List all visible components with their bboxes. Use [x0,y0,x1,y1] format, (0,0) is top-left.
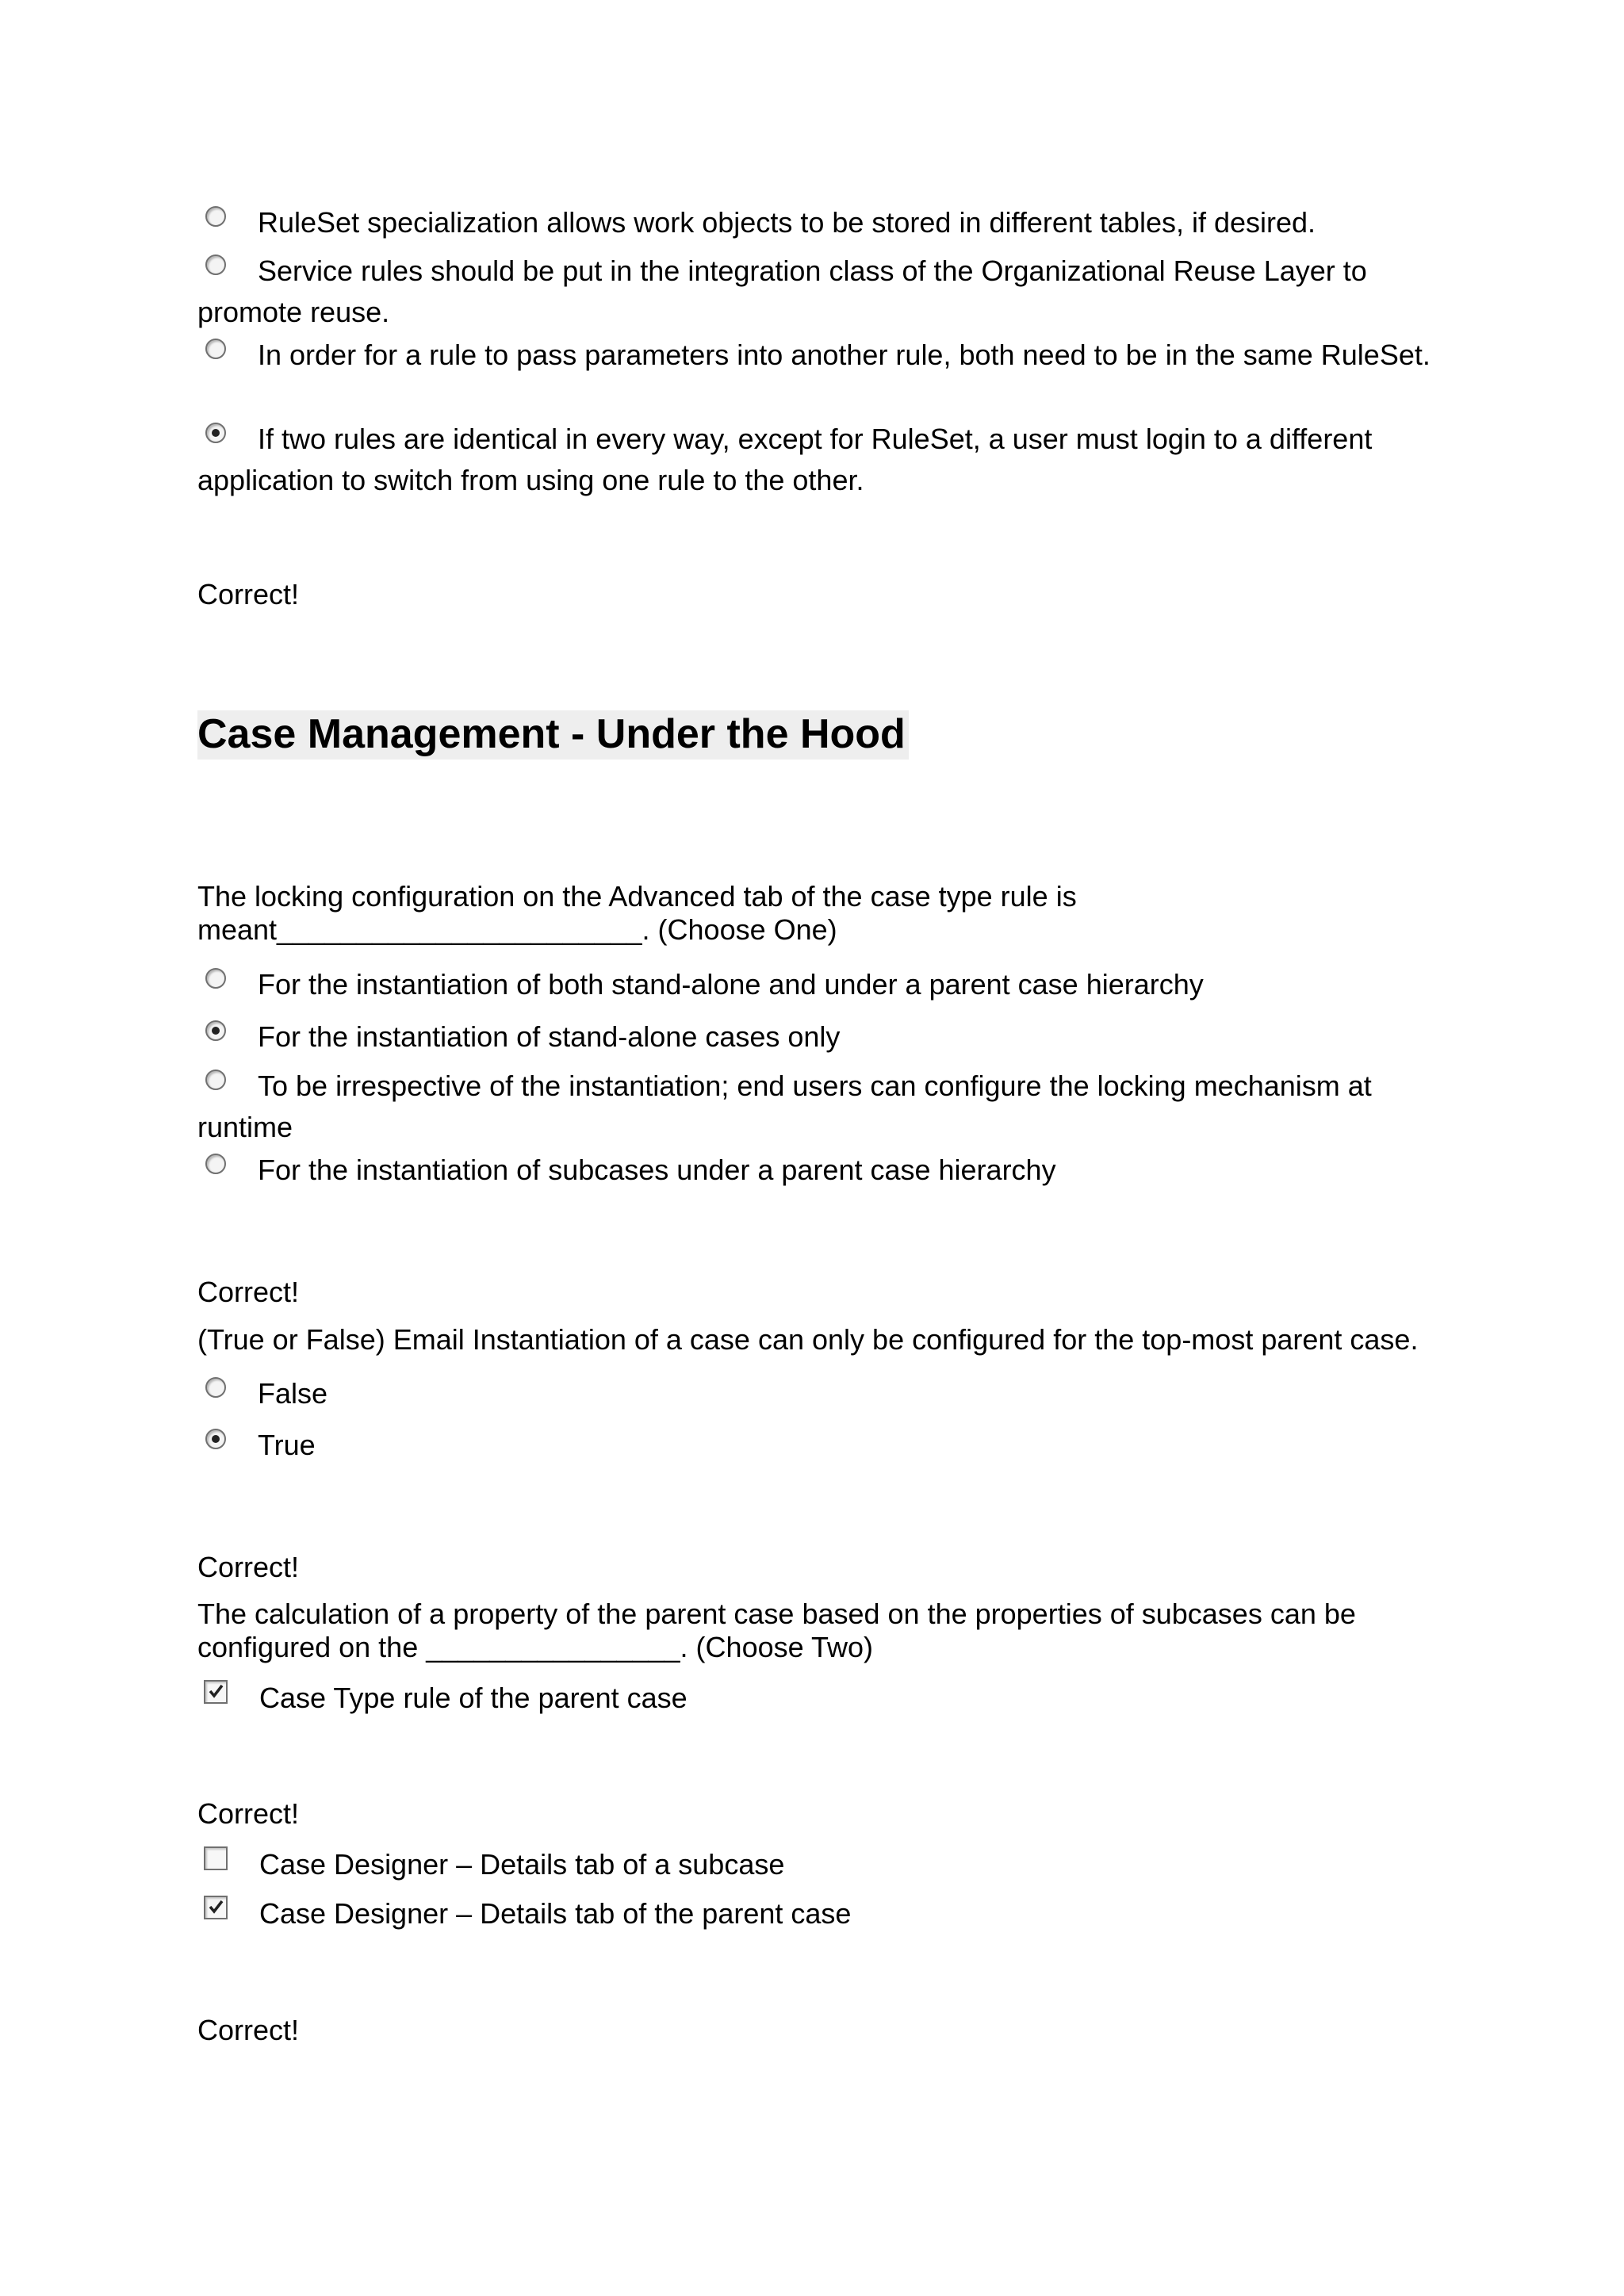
q1-option-3[interactable] [197,335,1466,376]
option-label: For the instantiation of both stand-alone and under a parent case hierarchy [258,968,1204,1001]
section-heading: Case Management - Under the Hood [197,710,909,760]
checkbox[interactable] [204,1846,228,1870]
option-label: False [258,1377,328,1410]
q4-option-2[interactable] [197,1844,1466,1885]
radio-button[interactable] [205,1377,226,1398]
question-text: The calculation of a property of the parent case based on the properties of subcases can be configured on the ________________. (Choose Two) [197,1598,1356,1663]
q3-option-2[interactable] [197,1425,1466,1466]
radio-button[interactable] [205,1070,226,1090]
checkmark-icon [207,1682,224,1700]
q1-option-4[interactable] [197,419,1466,501]
checkbox-checked[interactable] [204,1680,228,1704]
option-label: If two rules are identical in every way, except for RuleSet, a user must login to a different application to switch from using one rule to the other. [197,423,1373,496]
q1-option-1[interactable] [197,202,1466,243]
option-label: RuleSet specialization allows work objects to be stored in different tables, if desired. [258,206,1316,239]
q2-option-1[interactable] [197,964,1466,1005]
q2-option-4[interactable] [197,1150,1466,1191]
q4-option-1[interactable] [197,1678,1466,1719]
option-label: Case Designer – Details tab of the parent case [259,1897,852,1930]
q3-option-1[interactable] [197,1373,1466,1414]
option-label: In order for a rule to pass parameters into another rule, both need to be in the same RuleSet. [258,339,1431,371]
radio-button[interactable] [205,968,226,989]
radio-button[interactable] [205,1154,226,1174]
radio-button-selected[interactable] [205,423,226,443]
checkbox-checked[interactable] [204,1896,228,1919]
feedback-text: Correct! [197,578,300,610]
question-text: (True or False) Email Instantiation of a case can only be configured for the top-most parent case. [197,1323,1419,1356]
checkmark-icon [207,1898,224,1915]
radio-button-selected[interactable] [205,1429,226,1449]
option-label: To be irrespective of the instantiation; end users can configure the locking mechanism at runtime [197,1070,1372,1143]
question-text: The locking configuration on the Advanced tab of the case type rule is meant_______________________. (Choose One) [197,880,1077,946]
q2-option-2[interactable] [197,1016,1466,1058]
option-label: For the instantiation of subcases under a parent case hierarchy [258,1154,1056,1186]
option-label: Case Type rule of the parent case [259,1682,688,1714]
q4-option-3[interactable] [197,1893,1466,1934]
feedback-text: Correct! [197,1551,300,1583]
radio-button[interactable] [205,254,226,275]
q2-option-3[interactable] [197,1066,1466,1148]
feedback-text: Correct! [197,1276,300,1308]
option-label: Service rules should be put in the integration class of the Organizational Reuse Layer to promote reuse. [197,254,1367,328]
option-label: True [258,1429,316,1461]
radio-button[interactable] [205,339,226,359]
radio-button-selected[interactable] [205,1020,226,1041]
radio-button[interactable] [205,206,226,227]
q1-option-2[interactable] [197,251,1466,333]
option-label: Case Designer – Details tab of a subcase [259,1848,785,1881]
feedback-text: Correct! [197,2014,300,2046]
feedback-text: Correct! [197,1797,300,1830]
option-label: For the instantiation of stand-alone cases only [258,1020,841,1053]
